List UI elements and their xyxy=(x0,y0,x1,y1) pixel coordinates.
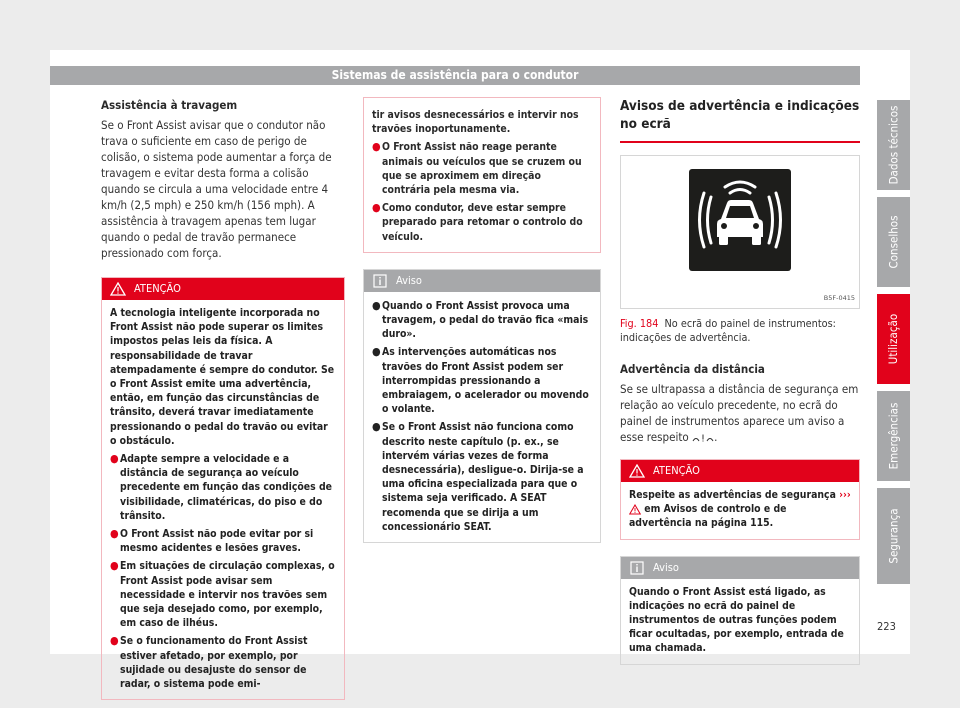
cross-reference-arrows[interactable]: ››› xyxy=(839,489,851,501)
list-item: ● Se o Front Assist não funciona como descrito neste capítulo (p. ex., se intervém várias vezes de forma desnecessária), desligue-o. Dirija-se a uma oficina especializada para que o sistema seja verificado. A SEAT recomenda que se dirija a um concessionário SEAT. xyxy=(372,420,584,533)
warning-box xyxy=(620,459,860,540)
note-title: Aviso xyxy=(396,273,422,287)
info-icon xyxy=(629,561,645,575)
list-item: ● As intervenções automáticas nos travões do Front Assist podem ser interrompidas pressionando a embraiagem, o acelerador ou movendo o volante. xyxy=(372,345,589,416)
note-header xyxy=(621,557,859,579)
warning-triangle-icon xyxy=(110,282,126,296)
note-body xyxy=(364,292,600,542)
warning-continued-text: tir avisos desnecessários e intervir nos travões inoportunamente. xyxy=(372,109,579,136)
tab-conselhos[interactable]: Conselhos xyxy=(877,197,910,287)
warning-reference: em Avisos de controlo e de advertência na página 115. xyxy=(629,503,787,530)
warning-box-continued xyxy=(363,97,601,253)
bullet-icon: ● xyxy=(372,140,381,154)
distance-warning-symbol-icon xyxy=(692,433,714,443)
bullet-icon: ● xyxy=(110,527,119,541)
note-box xyxy=(363,269,601,543)
front-assist-car-icon xyxy=(689,169,791,271)
info-icon xyxy=(372,274,388,288)
bullet-icon: ● xyxy=(372,420,381,434)
list-item: ● Como condutor, deve estar sempre preparado para retomar o controlo do veículo. xyxy=(372,201,583,243)
figure-184 xyxy=(620,155,860,309)
page-header: Sistemas de assistência para o condutor xyxy=(50,66,860,85)
warning-box xyxy=(101,277,345,700)
bullet-icon: ● xyxy=(372,201,381,215)
bullet-icon: ● xyxy=(110,634,119,648)
warning-intro: A tecnologia inteligente incorporada no Front Assist não pode superar os limites impostos pelas leis da física. A responsabilidade de travar atempadamente é sempre do condutor. Se o Front Assist emite uma advertência, então, em função das circunstâncias de trânsito, deverá travar imediatamente pressionando o pedal do travão ou evitar o obstáculo. xyxy=(110,307,335,447)
tab-dados-tecnicos[interactable]: Dados técnicos xyxy=(877,100,910,190)
subheading-brake-assist: Assistência à travagem xyxy=(101,98,238,112)
tab-utilizacao[interactable]: Utilização xyxy=(877,294,910,384)
column-2 xyxy=(363,97,601,543)
warning-title: ATENÇÃO xyxy=(653,464,700,477)
warning-title: ATENÇÃO xyxy=(134,282,181,295)
bullet-icon: ● xyxy=(372,298,381,312)
page-number: 223 xyxy=(877,620,896,633)
distance-warning-paragraph: Se se ultrapassa a distância de segurança em relação ao veículo precedente, no ecrã do painel de instrumentos aparece um aviso a esse respeito . xyxy=(620,382,859,444)
note-box xyxy=(620,556,860,665)
figure-caption xyxy=(620,317,860,345)
column-3 xyxy=(620,97,860,665)
warning-text: Respeite as advertências de segurança xyxy=(629,489,836,501)
list-item: ● Em situações de circulação complexas, o Front Assist pode avisar sem necessidade e intervir nos travões sem que seja desejado como, por exemplo, em caso de ilhéus. xyxy=(110,559,335,630)
figure-code: B5F-0415 xyxy=(823,294,855,302)
list-item: ● Quando o Front Assist provoca uma travagem, o pedal do travão fica «mais duro». xyxy=(372,298,589,341)
warning-triangle-icon xyxy=(629,464,645,478)
note-title: Aviso xyxy=(653,560,679,574)
note-body: Quando o Front Assist está ligado, as indicações no ecrã do painel de instrumentos de outras funções podem ficar ocultadas, por exemplo, entrada de uma chamada. xyxy=(629,585,844,655)
list-item: ● O Front Assist não pode evitar por si mesmo acidentes e lesões graves. xyxy=(110,527,314,555)
list-item: ● Adapte sempre a velocidade e a distância de segurança ao veículo precedente em função das condições de visibilidade, climatéricas, do piso e do trânsito. xyxy=(110,452,333,522)
bullet-icon: ● xyxy=(110,452,119,466)
subheading-distance-warning: Advertência da distância xyxy=(620,362,765,376)
list-item: ● Se o funcionamento do Front Assist estiver afetado, por exemplo, por sujidade ou desajuste do sensor de radar, o sistema pode emi- xyxy=(110,634,308,691)
instrument-screen xyxy=(689,169,791,271)
tab-emergencias[interactable]: Emergências xyxy=(877,391,910,481)
warning-body xyxy=(621,482,859,539)
warning-header xyxy=(621,460,859,482)
tab-seguranca[interactable]: Segurança xyxy=(877,488,910,584)
brake-assist-paragraph: Se o Front Assist avisar que o condutor não trava o suficiente em caso de perigo de colisão, o sistema pode aumentar a força de travagem e evitar desta forma a colisão quando se circula a uma velocidade entre 4 km/h (2,5 mph) e 250 km/h (156 mph). A assistência à travagem apenas tem lugar quando o pedal de travão permanece pressionado com força. xyxy=(101,118,332,260)
list-item: ● O Front Assist não reage perante animais ou veículos que se cruzem ou que se aproximem em direção contrária pela mesma via. xyxy=(372,140,582,197)
section-title: Avisos de advertência e indicações no ecrã xyxy=(620,97,860,143)
warning-header xyxy=(102,278,344,300)
bullet-icon: ● xyxy=(372,345,381,359)
warning-triangle-icon xyxy=(629,504,641,515)
note-header xyxy=(364,270,600,292)
bullet-icon: ● xyxy=(110,559,119,573)
column-1 xyxy=(101,97,345,700)
figure-caption-text: No ecrã do painel de instrumentos: indicações de advertência. xyxy=(620,317,836,344)
figure-label: Fig. 184 xyxy=(620,317,659,330)
warning-body xyxy=(102,300,344,699)
